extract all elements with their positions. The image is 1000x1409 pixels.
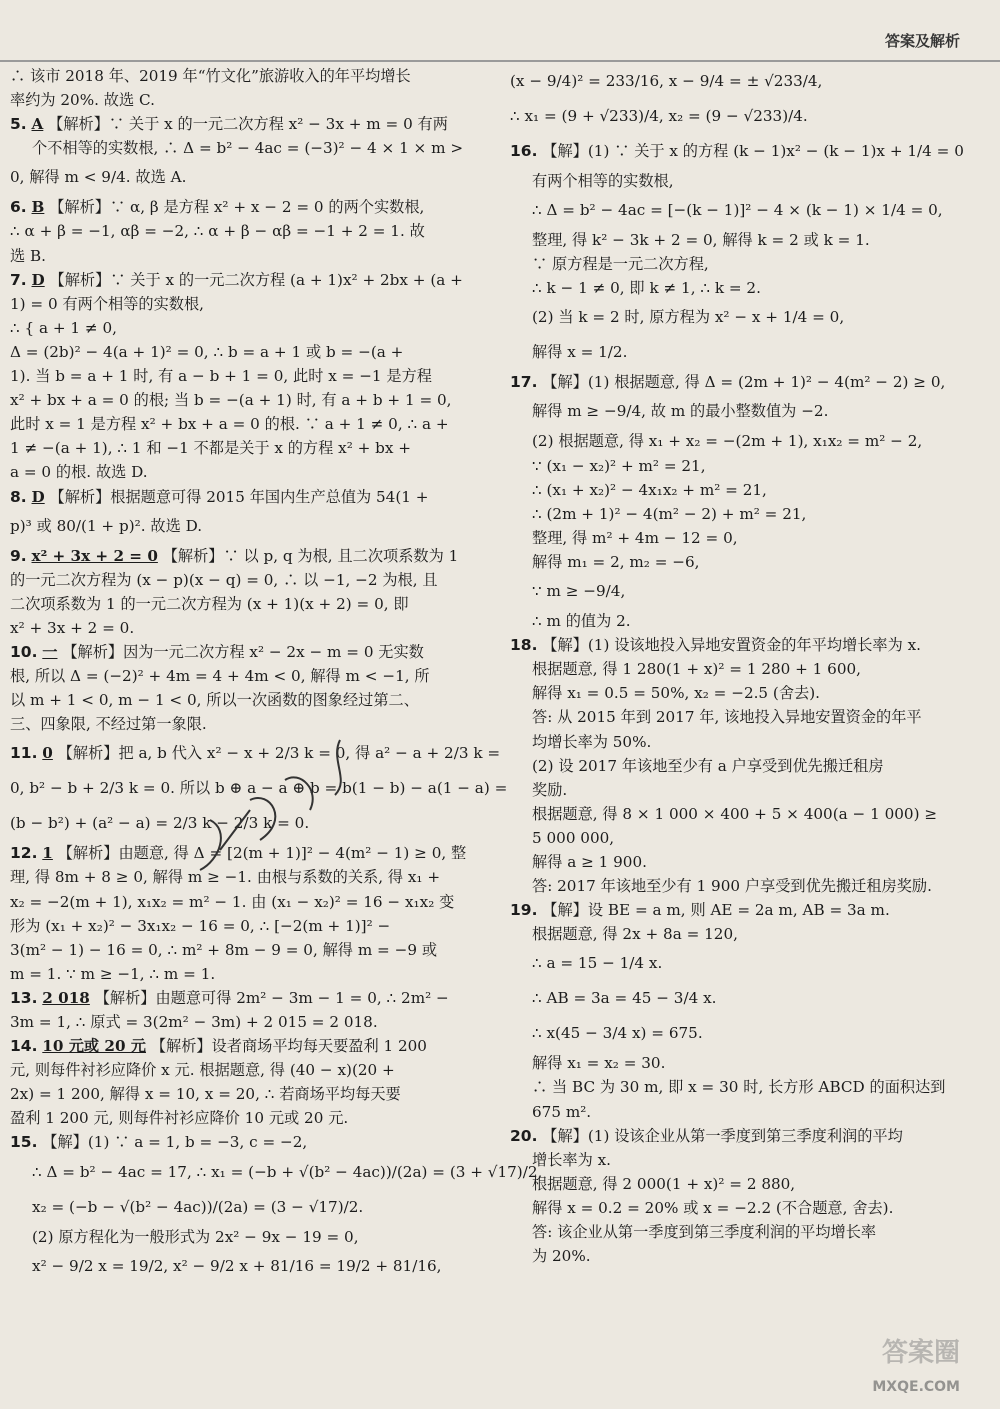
text-line — [510, 1016, 988, 1051]
line-text: ∴ x(45 − 3/4 x) = 675. — [532, 1024, 703, 1043]
line-text: 理, 得 8m + 8 ≥ 0, 解得 m ≥ −1. 由根与系数的关系, 得 x₁ + — [10, 868, 441, 887]
line-text: ∴ (2m + 1)² − 4(m² − 2) + m² = 21, — [532, 504, 807, 523]
line-text: 根据题意, 得 2x + 8a = 120, — [532, 925, 738, 944]
text-line — [510, 778, 988, 802]
text-line — [510, 526, 988, 550]
line-text: 解得 x₁ = x₂ = 30. — [532, 1054, 666, 1073]
text-line — [10, 890, 488, 914]
watermark-url: MXQE.COM — [872, 1379, 960, 1395]
line-text: 解得 a ≥ 1 900. — [532, 852, 647, 871]
text-line — [510, 574, 988, 609]
question-number: 19. — [510, 901, 538, 920]
line-text: p)³ 或 80/(1 + p)². 故选 D. — [10, 516, 203, 535]
line-text: ∵ (x₁ − x₂)² + m² = 21, — [532, 456, 706, 475]
line-text: 奖励. — [532, 780, 568, 799]
line-text: 【解析】∵ α, β 是方程 x² + x − 2 = 0 的两个实数根, — [49, 198, 425, 217]
line-text: ∵ m ≥ −9/4, — [532, 582, 626, 601]
text-line — [10, 962, 488, 986]
line-text: 3(m² − 1) − 16 = 0, ∴ m² + 8m − 9 = 0, 解得 m = −9 或 — [10, 940, 438, 959]
text-line — [10, 1058, 488, 1082]
text-line — [510, 826, 988, 850]
text-line — [510, 1172, 988, 1196]
line-text: (b − b²) + (a² − a) = 2/3 k − 2/3 k = 0. — [10, 814, 310, 833]
text-line — [510, 99, 988, 134]
header-rule — [0, 60, 1000, 62]
question-number: 14. — [10, 1037, 38, 1056]
text-line — [510, 64, 988, 99]
line-text: 解得 x = 0.2 = 20% 或 x = −2.2 (不合题意, 舍去). — [532, 1198, 894, 1217]
text-line — [510, 1100, 988, 1124]
line-text: 【解析】由题意, 得 Δ = [2(m + 1)]² − 4(m² − 1) ≥ 0, 整 — [57, 844, 467, 863]
line-text: (2) 设 2017 年该地至少有 a 户享受到优先搬迁租房 — [532, 756, 884, 775]
line-text: ∴ m 的值为 2. — [532, 612, 631, 631]
text-line — [10, 1155, 543, 1190]
text-line — [510, 874, 988, 898]
line-text: Δ = (2b)² − 4(a + 1)² = 0, ∴ b = a + 1 或 b = −(a + — [10, 342, 404, 361]
question-line — [10, 268, 488, 292]
text-line — [10, 219, 488, 243]
text-line — [510, 850, 988, 874]
text-line — [10, 460, 488, 484]
question-number: 20. — [510, 1126, 538, 1145]
text-line — [10, 568, 488, 592]
line-text: 盈利 1 200 元, 则每件衬衫应降价 10 元或 20 元. — [10, 1109, 349, 1128]
line-text: ∴ AB = 3a = 45 − 3/4 x. — [532, 989, 717, 1008]
text-line — [510, 1051, 988, 1075]
question-number: 7. — [10, 270, 27, 289]
text-line — [510, 276, 988, 300]
text-line — [510, 394, 988, 429]
line-text: 【解析】由题意可得 2m² − 3m − 1 = 0, ∴ 2m² − — [94, 988, 449, 1007]
question-line — [10, 195, 488, 219]
text-line — [10, 1106, 488, 1130]
line-text: 根据题意, 得 2 000(1 + x)² = 2 880, — [532, 1174, 796, 1193]
question-line — [10, 544, 488, 568]
text-line — [510, 478, 988, 502]
text-line — [510, 193, 988, 228]
question-number: 10. — [10, 642, 38, 661]
line-text: 【解】(1) 根据题意, 得 Δ = (2m + 1)² − 4(m² − 2) ≥ 0, — [542, 373, 946, 392]
line-text: ∴ x₁ = (9 + √233)/4, x₂ = (9 − √233)/4. — [510, 107, 808, 125]
line-text: 【解析】∵ 以 p, q 为根, 且二次项系数为 1 — [162, 546, 459, 565]
question-number: 12. — [10, 844, 38, 863]
text-line — [510, 1148, 988, 1172]
line-text: m = 1. ∵ m ≥ −1, ∴ m = 1. — [10, 964, 216, 983]
line-text: 2x) = 1 200, 解得 x = 10, x = 20, ∴ 若商场平均每天要 — [10, 1085, 401, 1104]
line-text: ∴ Δ = b² − 4ac = [−(k − 1)]² − 4 × (k − 1) × 1/4 = 0, — [532, 201, 943, 220]
question-line — [510, 370, 988, 394]
line-text: (2) 当 k = 2 时, 原方程为 x² − x + 1/4 = 0, — [532, 308, 845, 327]
text-line — [10, 364, 488, 388]
line-text: 【解析】因为一元二次方程 x² − 2x − m = 0 无实数 — [62, 642, 424, 661]
text-line — [10, 1225, 488, 1249]
line-text: 答: 从 2015 年到 2017 年, 该地投入异地安置资金的年平 — [532, 708, 922, 727]
text-line — [510, 228, 988, 252]
text-line — [510, 1075, 988, 1099]
text-line — [510, 169, 988, 193]
line-text: 解得 x₁ = 0.5 = 50%, x₂ = −2.5 (舍去). — [532, 684, 820, 703]
line-text: 【解析】根据题意可得 2015 年国内生产总值为 54(1 + — [49, 487, 429, 506]
line-text: 3m = 1, ∴ 原式 = 3(2m² − 3m) + 2 015 = 2 018. — [10, 1013, 378, 1031]
line-text: (2) 根据题意, 得 x₁ + x₂ = −(2m + 1), x₁x₂ = m² − 2, — [532, 432, 923, 451]
line-text: 【解析】把 a, b 代入 x² − x + 2/3 k = 0, 得 a² − a + 2/3 k = — [57, 744, 501, 763]
watermark-logo: 答案圈 — [881, 1338, 960, 1368]
line-text: ∴ { a + 1 ≠ 0, — [10, 318, 117, 337]
text-line — [510, 730, 988, 754]
line-text: 三、四象限, 不经过第一象限. — [10, 715, 207, 734]
line-text: x² + 3x + 2 = 0. — [10, 618, 135, 637]
line-text: (2) 原方程化为一般形式为 2x² − 9x − 19 = 0, — [32, 1227, 359, 1246]
text-line — [10, 616, 488, 640]
text-line — [10, 388, 488, 412]
line-text: 形为 (x₁ + x₂)² − 3x₁x₂ − 16 = 0, ∴ [−2(m + 1)]² − — [10, 916, 391, 935]
question-line — [510, 134, 988, 169]
question-number: 18. — [510, 636, 538, 655]
question-number: 9. — [10, 546, 27, 565]
line-text: 解得 m ≥ −9/4, 故 m 的最小整数值为 −2. — [532, 402, 829, 421]
text-line — [10, 1190, 488, 1225]
line-text: 解得 m₁ = 2, m₂ = −6, — [532, 552, 700, 571]
line-text: 答: 2017 年该地至少有 1 900 户享受到优先搬迁租房奖励. — [532, 877, 932, 896]
line-text: x₂ = −2(m + 1), x₁x₂ = m² − 1. 由 (x₁ − x₂)² = 16 − x₁x₂ 变 — [10, 892, 455, 911]
line-text: 答: 该企业从第一季度到第三季度利润的平均增长率 — [532, 1223, 877, 1241]
text-line — [10, 688, 488, 712]
text-line — [510, 981, 988, 1016]
line-text: 0, 解得 m < 9/4. 故选 A. — [10, 168, 187, 187]
question-number: 17. — [510, 373, 538, 392]
question-line — [10, 640, 488, 664]
text-line — [510, 252, 988, 276]
answer-value: D — [31, 270, 45, 289]
text-line — [10, 244, 488, 268]
line-text: 的一元二次方程为 (x − p)(x − q) = 0, ∴ 以 −1, −2 为根, 且 — [10, 570, 438, 589]
text-line — [10, 1082, 488, 1106]
answer-value: 0 — [42, 744, 53, 763]
text-line — [510, 300, 988, 335]
question-line — [10, 986, 488, 1010]
answer-value: A — [31, 115, 44, 134]
question-line — [10, 1130, 488, 1154]
question-line — [510, 633, 988, 657]
page-header: 答案及解析 — [884, 32, 960, 50]
text-line — [10, 938, 488, 962]
text-line — [510, 657, 988, 681]
line-text: 【解析】设者商场平均每天要盈利 1 200 — [150, 1037, 427, 1056]
text-line — [10, 592, 488, 616]
line-text: ∴ (x₁ + x₂)² − 4x₁x₂ + m² = 21, — [532, 480, 767, 499]
text-line — [510, 922, 988, 946]
text-line — [10, 664, 488, 688]
question-number: 8. — [10, 487, 27, 506]
line-text: 率约为 20%. 故选 C. — [10, 91, 155, 110]
question-number: 5. — [10, 115, 27, 134]
text-line — [510, 705, 988, 729]
line-text: 675 m². — [532, 1102, 592, 1121]
text-line — [510, 502, 988, 526]
text-line — [10, 914, 488, 938]
line-text: 根, 所以 Δ = (−2)² + 4m = 4 + 4m < 0, 解得 m < −1, 所 — [10, 667, 430, 686]
line-text: 【解】(1) ∵ a = 1, b = −3, c = −2, — [42, 1133, 308, 1152]
text-line — [10, 436, 488, 460]
line-text: 有两个相等的实数根, — [532, 172, 674, 190]
answer-value: B — [31, 198, 45, 217]
line-text: 增长率为 x. — [532, 1150, 611, 1169]
left-column — [10, 64, 543, 1284]
line-text: 【解】(1) ∵ 关于 x 的方程 (k − 1)x² − (k − 1)x + 1/4 = 0 — [542, 142, 964, 160]
text-line — [10, 1249, 488, 1284]
line-text: ∴ 当 BC 为 30 m, 即 x = 30 时, 长方形 ABCD 的面积达到 — [532, 1078, 946, 1097]
question-number: 13. — [10, 988, 38, 1007]
text-line — [510, 335, 988, 370]
line-text: 0, b² − b + 2/3 k = 0. 所以 b ⊕ a − a ⊕ b = b(1 − b) − a(1 − a) = — [10, 779, 508, 798]
line-text: 选 B. — [10, 246, 47, 265]
text-line — [10, 88, 488, 112]
line-text: 以 m + 1 < 0, m − 1 < 0, 所以一次函数的图象经过第二、 — [10, 691, 419, 710]
question-line — [510, 1124, 988, 1148]
line-text: a = 0 的根. 故选 D. — [10, 463, 148, 482]
line-text: x² − 9/2 x = 19/2, x² − 9/2 x + 81/16 = 19/2 + 81/16, — [32, 1256, 442, 1275]
line-text: 【解】(1) 设该企业从第一季度到第三季度利润的平均 — [542, 1126, 903, 1145]
line-text: 此时 x = 1 是方程 x² + bx + a = 0 的根. ∵ a + 1 ≠ 0, ∴ a + — [10, 415, 449, 434]
line-text: 【解】(1) 设该地投入异地安置资金的年平均增长率为 x. — [542, 636, 921, 655]
text-line — [10, 292, 488, 316]
answer-value: 2 018 — [42, 988, 90, 1007]
text-line — [10, 1010, 488, 1034]
text-line — [510, 429, 988, 453]
line-text: ∴ Δ = b² − 4ac = 17, ∴ x₁ = (−b + √(b² − 4ac))/(2a) = (3 + √17)/2, — [32, 1162, 543, 1181]
question-line — [510, 898, 988, 922]
text-line — [10, 160, 488, 195]
line-text: 个不相等的实数根, ∴ Δ = b² − 4ac = (−3)² − 4 × 1 × m > — [32, 139, 464, 158]
right-column — [510, 64, 988, 1268]
answer-value: x² + 3x + 2 = 0 — [31, 546, 158, 565]
line-text: ∵ 原方程是一元二次方程, — [532, 255, 709, 274]
line-text: 整理, 得 m² + 4m − 12 = 0, — [532, 528, 738, 547]
text-line — [510, 1244, 988, 1268]
handwritten-scribble — [190, 740, 340, 880]
text-line — [10, 712, 488, 736]
line-text: ∴ a = 15 − 1/4 x. — [532, 954, 663, 973]
text-line — [10, 340, 488, 364]
line-text: 1). 当 b = a + 1 时, 有 a − b + 1 = 0, 此时 x = −1 是方程 — [10, 367, 432, 386]
text-line — [510, 550, 988, 574]
question-number: 6. — [10, 198, 27, 217]
line-text: 解得 x = 1/2. — [532, 343, 628, 362]
line-text: x² + bx + a = 0 的根; 当 b = −(a + 1) 时, 有 a + b + 1 = 0, — [10, 391, 452, 410]
line-text: 根据题意, 得 8 × 1 000 × 400 + 5 × 400(a − 1 000) ≥ — [532, 804, 938, 823]
line-text: ∴ α + β = −1, αβ = −2, ∴ α + β − αβ = −1 + 2 = 1. 故 — [10, 222, 425, 241]
question-line — [10, 112, 488, 136]
answer-value: 一 — [42, 642, 58, 661]
line-text: 整理, 得 k² − 3k + 2 = 0, 解得 k = 2 或 k = 1. — [532, 231, 870, 250]
line-text: 1) = 0 有两个相等的实数根, — [10, 294, 204, 313]
text-line — [510, 609, 988, 633]
text-line — [10, 509, 488, 544]
question-line — [10, 485, 488, 509]
line-text: 均增长率为 50%. — [532, 732, 652, 751]
answer-value: 1 — [42, 844, 53, 863]
text-line — [10, 316, 488, 340]
line-text: 元, 则每件衬衫应降价 x 元. 根据题意, 得 (40 − x)(20 + — [10, 1061, 395, 1080]
line-text: x₂ = (−b − √(b² − 4ac))/(2a) = (3 − √17)/2. — [32, 1197, 364, 1216]
text-line — [10, 64, 488, 88]
line-text: 【解】设 BE = a m, 则 AE = 2a m, AB = 3a m. — [542, 901, 890, 920]
question-line — [10, 1034, 488, 1058]
question-number: 11. — [10, 744, 38, 763]
question-number: 15. — [10, 1133, 38, 1152]
line-text: 1 ≠ −(a + 1), ∴ 1 和 −1 不都是关于 x 的方程 x² + bx + — [10, 439, 412, 458]
line-text: 二次项系数为 1 的一元二次方程为 (x + 1)(x + 2) = 0, 即 — [10, 594, 409, 613]
line-text: (x − 9/4)² = 233/16, x − 9/4 = ± √233/4, — [510, 72, 823, 90]
line-text: 根据题意, 得 1 280(1 + x)² = 1 280 + 1 600, — [532, 660, 861, 679]
answer-value: D — [31, 487, 45, 506]
text-line — [510, 1196, 988, 1220]
text-line — [510, 454, 988, 478]
text-line — [10, 412, 488, 436]
text-line — [510, 754, 988, 778]
line-text: ∴ 该市 2018 年、2019 年“竹文化”旅游收入的年平均增长 — [10, 67, 411, 85]
text-line — [510, 681, 988, 705]
line-text: 5 000 000, — [532, 828, 615, 847]
text-line — [10, 136, 488, 160]
line-text: ∴ k − 1 ≠ 0, 即 k ≠ 1, ∴ k = 2. — [532, 279, 761, 298]
line-text: 【解析】∵ 关于 x 的一元二次方程 x² − 3x + m = 0 有两 — [48, 115, 448, 134]
line-text: 为 20%. — [532, 1247, 591, 1266]
answer-value: 10 元或 20 元 — [42, 1037, 146, 1056]
text-line — [510, 946, 988, 981]
text-line — [510, 802, 988, 826]
text-line — [510, 1220, 988, 1244]
question-number: 16. — [510, 142, 538, 160]
line-text: 【解析】∵ 关于 x 的一元二次方程 (a + 1)x² + 2bx + (a + — [49, 270, 463, 289]
